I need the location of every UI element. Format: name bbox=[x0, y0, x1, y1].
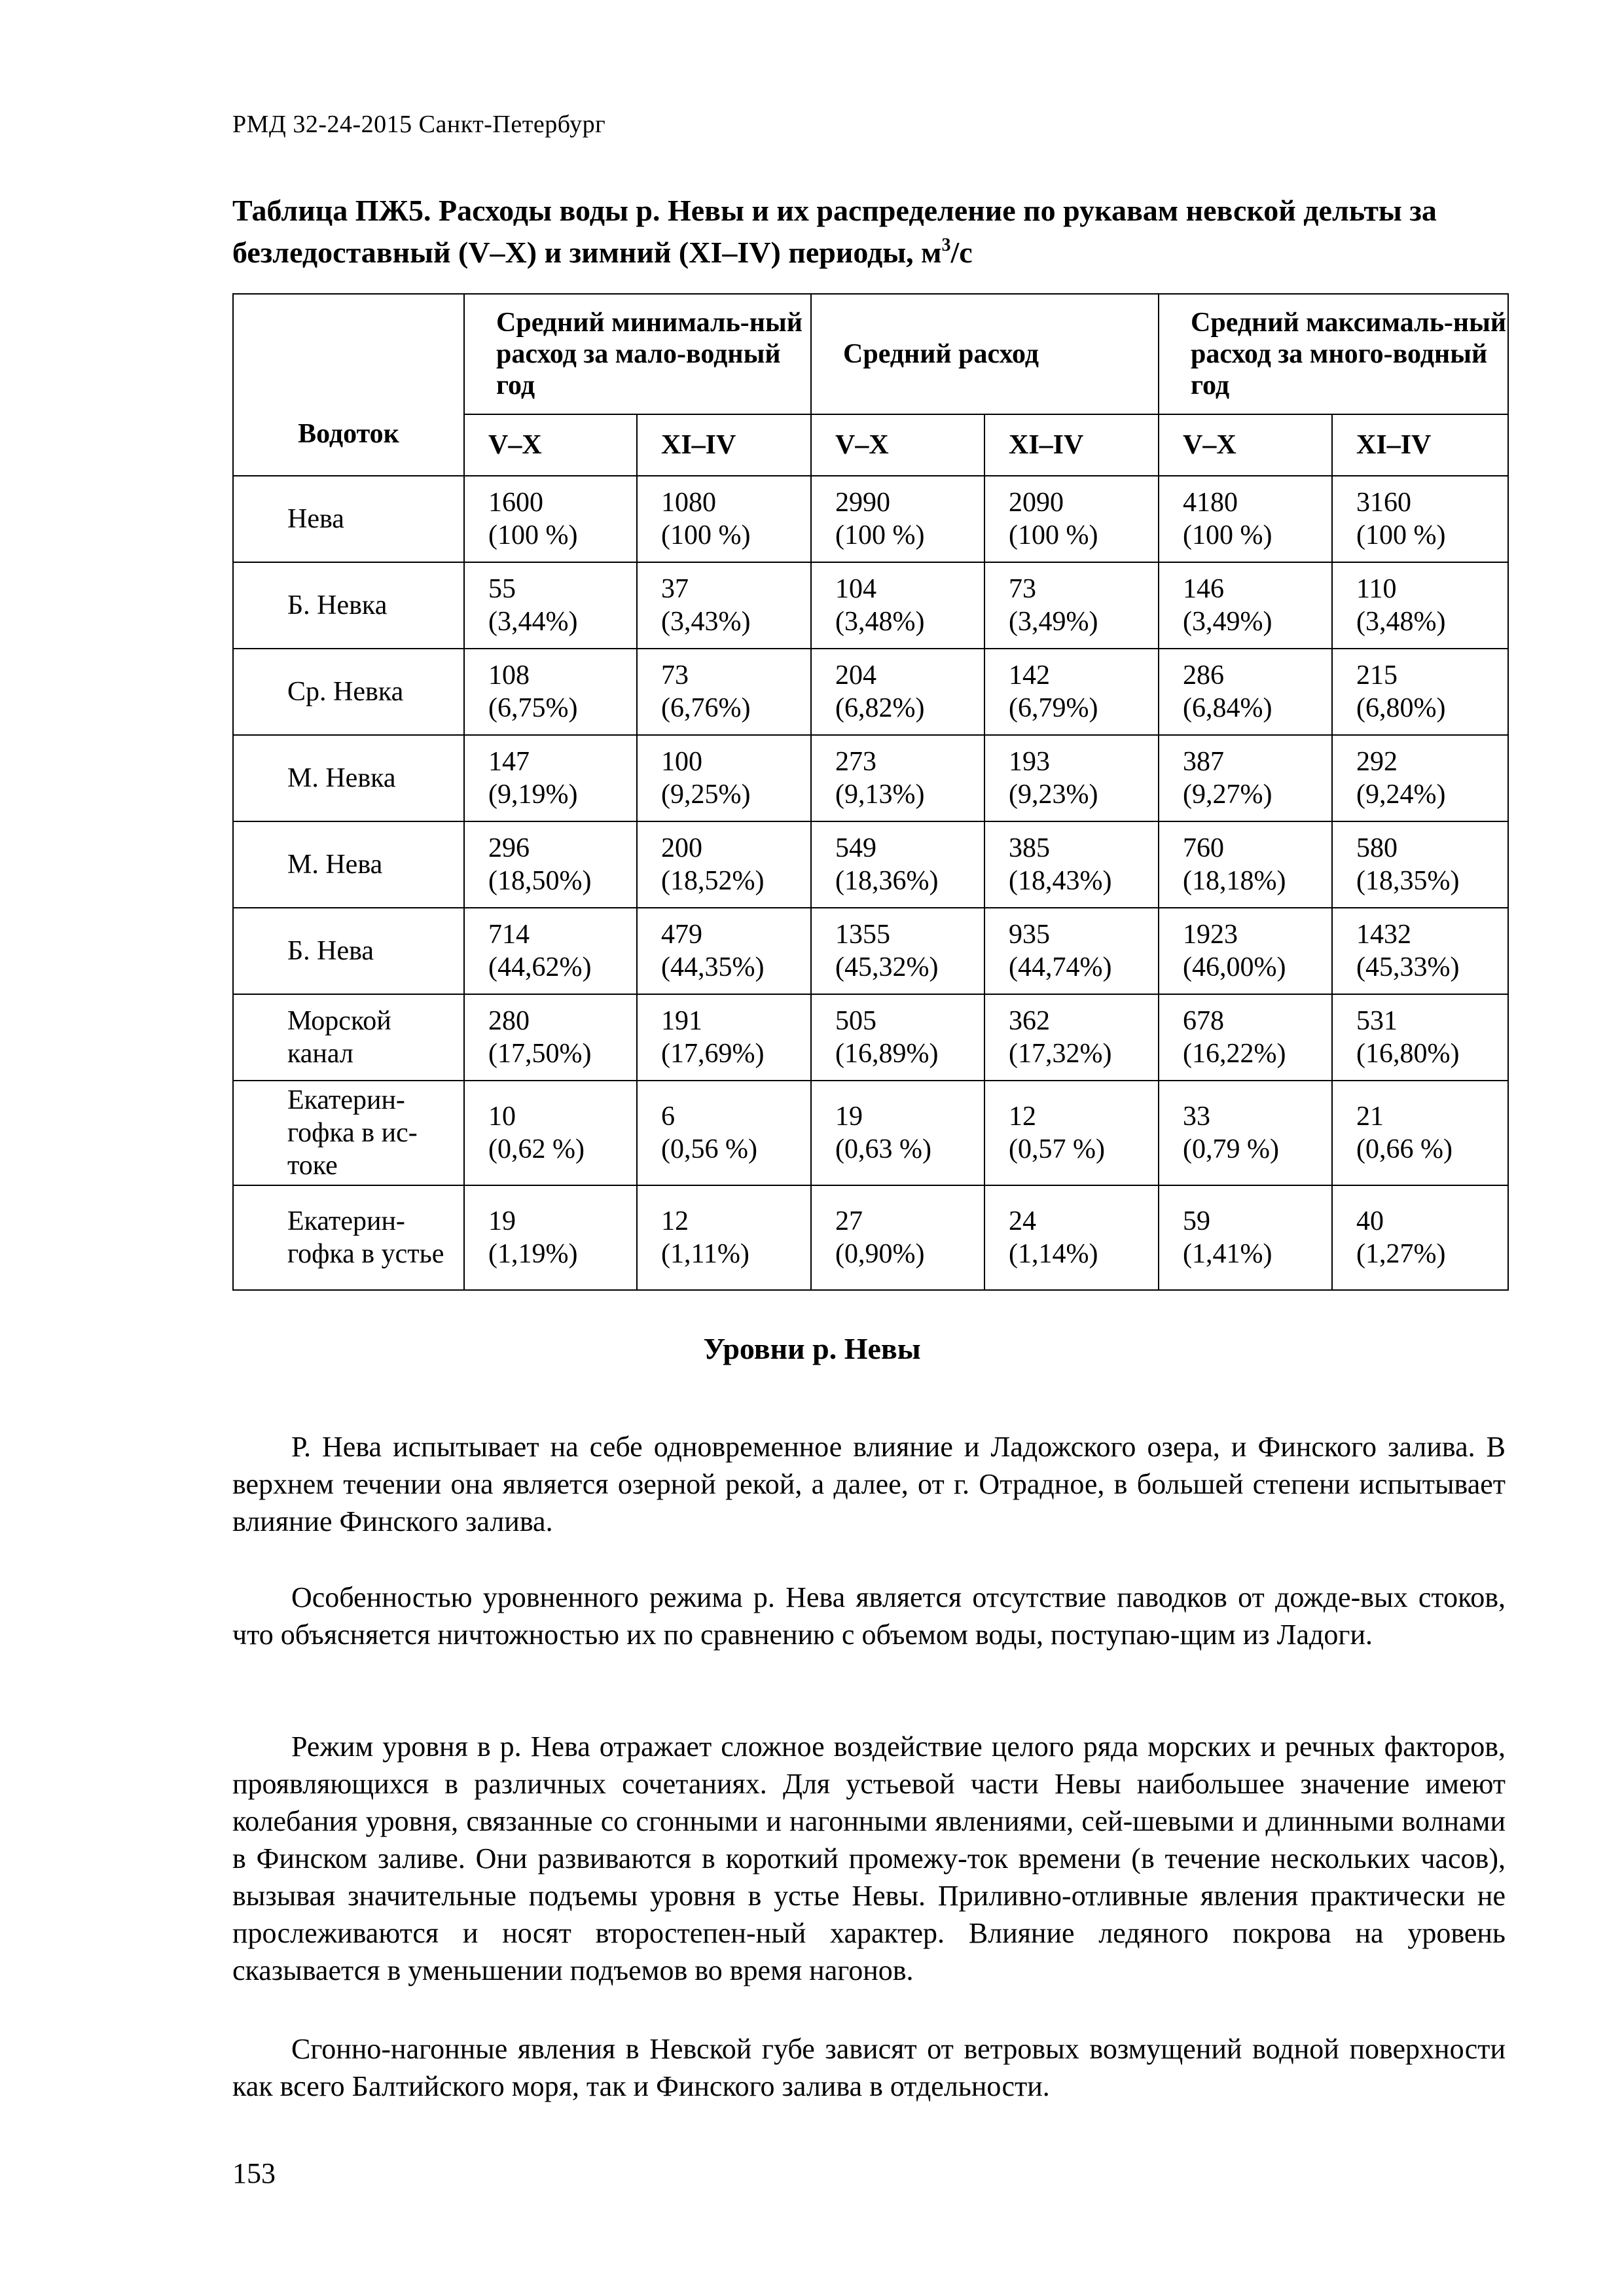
table-row bbox=[233, 908, 1508, 994]
flow-value: 142 bbox=[1009, 660, 1050, 691]
flow-cell bbox=[811, 1185, 984, 1290]
flow-value: 387 bbox=[1183, 747, 1225, 777]
flow-cell bbox=[1332, 1185, 1508, 1290]
flow-percent: (6,79%) bbox=[1009, 693, 1098, 723]
flow-percent: (100 %) bbox=[488, 520, 578, 550]
flow-value: 55 bbox=[488, 574, 516, 604]
flow-cell bbox=[464, 562, 637, 649]
flow-cell bbox=[637, 562, 811, 649]
flow-cell bbox=[1332, 476, 1508, 562]
flow-cell bbox=[464, 1185, 637, 1290]
table-row bbox=[233, 476, 1508, 562]
flow-percent: (18,52%) bbox=[661, 866, 765, 896]
flow-value: 12 bbox=[1009, 1102, 1036, 1132]
flow-percent: (0,90%) bbox=[835, 1239, 925, 1269]
flow-percent: (9,25%) bbox=[661, 780, 751, 810]
flow-percent: (6,80%) bbox=[1356, 693, 1446, 723]
watercourse-name: Екатерин-гофка в устье bbox=[233, 1185, 464, 1290]
flow-cell bbox=[1332, 821, 1508, 908]
flow-value: 40 bbox=[1356, 1206, 1384, 1236]
table-row bbox=[233, 735, 1508, 821]
flow-percent: (3,48%) bbox=[835, 607, 925, 637]
flow-cell bbox=[984, 1081, 1159, 1185]
watercourse-name: Ср. Невка bbox=[233, 649, 464, 735]
flow-cell bbox=[811, 1081, 984, 1185]
flow-percent: (44,35%) bbox=[661, 952, 765, 982]
flow-percent: (0,63 %) bbox=[835, 1134, 931, 1164]
header-period: V–X bbox=[464, 414, 637, 476]
flow-cell bbox=[1159, 562, 1332, 649]
flow-value: 273 bbox=[835, 747, 876, 777]
table-row bbox=[233, 994, 1508, 1081]
header-period: XI–IV bbox=[1332, 414, 1508, 476]
watercourse-name: М. Невка bbox=[233, 735, 464, 821]
flow-value: 6 bbox=[661, 1102, 675, 1132]
flow-cell bbox=[984, 735, 1159, 821]
flow-percent: (9,23%) bbox=[1009, 780, 1098, 810]
header-group-min: Средний минималь-ный расход за мало-водный год bbox=[464, 294, 811, 414]
table-body bbox=[233, 476, 1508, 1290]
flow-cell bbox=[464, 908, 637, 994]
flow-percent: (1,19%) bbox=[488, 1239, 578, 1269]
flow-cell bbox=[1332, 562, 1508, 649]
flow-cell bbox=[1159, 908, 1332, 994]
body-paragraph: Режим уровня в р. Нева отражает сложное воздействие целого ряда морских и речных факторов, проявляющихся в различных сочетаниях. Для устьевой части Невы наибольшее значение имеют колебания уровня, связанные со сгонными и нагонными явлениями, сей-шевыми и длинными волнами в Финском заливе. Они развиваются в короткий промежу-ток времени (в течение нескольких часов), вызывая значительные подъемы уровня в устье Невы. Приливно-отливные явления практически не прослеживаются и носят второстепен-ный характер. Влияние ледяного покрова на уровень сказывается в уменьшении подъемов во время нагонов. bbox=[232, 1731, 1506, 1986]
flow-percent: (0,57 %) bbox=[1009, 1134, 1105, 1164]
flow-value: 59 bbox=[1183, 1206, 1211, 1236]
page-number: 153 bbox=[232, 2157, 276, 2189]
flow-value: 215 bbox=[1356, 660, 1398, 691]
flow-value: 110 bbox=[1356, 574, 1397, 604]
watercourse-name: М. Нева bbox=[233, 821, 464, 908]
flow-value: 2090 bbox=[1009, 488, 1064, 518]
flow-cell bbox=[637, 1081, 811, 1185]
flow-value: 1600 bbox=[488, 488, 543, 518]
flow-cell bbox=[984, 1185, 1159, 1290]
flow-cell bbox=[637, 1185, 811, 1290]
flow-value: 191 bbox=[661, 1006, 702, 1036]
flow-percent: (3,44%) bbox=[488, 607, 578, 637]
flow-cell bbox=[464, 476, 637, 562]
flow-value: 296 bbox=[488, 833, 530, 863]
flow-cell bbox=[637, 908, 811, 994]
watercourse-name: Б. Нева bbox=[233, 908, 464, 994]
flow-value: 73 bbox=[661, 660, 689, 691]
flow-value: 3160 bbox=[1356, 488, 1412, 518]
flow-value: 678 bbox=[1183, 1006, 1225, 1036]
flow-percent: (3,49%) bbox=[1009, 607, 1098, 637]
watercourse-name: Екатерин-гофка в ис-токе bbox=[233, 1081, 464, 1185]
flow-value: 10 bbox=[488, 1102, 516, 1132]
flow-value: 147 bbox=[488, 747, 530, 777]
flow-percent: (0,66 %) bbox=[1356, 1134, 1453, 1164]
flow-value: 204 bbox=[835, 660, 876, 691]
flow-cell bbox=[984, 649, 1159, 735]
flow-percent: (45,32%) bbox=[835, 952, 939, 982]
flow-percent: (1,11%) bbox=[661, 1239, 749, 1269]
body-paragraph: Р. Нева испытывает на себе одновременное влияние и Ладожского озера, и Финского залива. В верхнем течении она является озерной рекой, а далее, от г. Отрадное, в большей степени испытывает влияние Финского залива. bbox=[232, 1431, 1506, 1537]
flow-cell bbox=[1159, 821, 1332, 908]
flow-percent: (100 %) bbox=[1009, 520, 1098, 550]
flow-cell bbox=[1159, 1185, 1332, 1290]
body-paragraph: Особенностью уровненного режима р. Нева является отсутствие паводков от дожде-вых стоков, что объясняется ничтожностью их по сравнению с объемом воды, поступаю-щим из Ладоги. bbox=[232, 1581, 1506, 1651]
flow-cell bbox=[984, 821, 1159, 908]
flow-value: 193 bbox=[1009, 747, 1050, 777]
table-row bbox=[233, 821, 1508, 908]
flow-cell bbox=[811, 649, 984, 735]
watercourse-name: Нева bbox=[233, 476, 464, 562]
flow-percent: (9,19%) bbox=[488, 780, 578, 810]
flow-percent: (9,24%) bbox=[1356, 780, 1446, 810]
flow-value: 200 bbox=[661, 833, 702, 863]
flow-percent: (18,50%) bbox=[488, 866, 592, 896]
flow-value: 19 bbox=[488, 1206, 516, 1236]
caption-tail: /с bbox=[950, 236, 973, 269]
flow-percent: (9,27%) bbox=[1183, 780, 1272, 810]
flow-percent: (6,75%) bbox=[488, 693, 578, 723]
watercourse-name: Морской канал bbox=[233, 994, 464, 1081]
flow-value: 760 bbox=[1183, 833, 1225, 863]
flow-cell bbox=[1332, 908, 1508, 994]
flow-cell bbox=[1159, 994, 1332, 1081]
flow-cell bbox=[984, 908, 1159, 994]
flow-value: 549 bbox=[835, 833, 876, 863]
flow-percent: (16,80%) bbox=[1356, 1039, 1460, 1069]
flow-percent: (45,33%) bbox=[1356, 952, 1460, 982]
table-row bbox=[233, 562, 1508, 649]
flow-value: 108 bbox=[488, 660, 530, 691]
header-period: XI–IV bbox=[637, 414, 811, 476]
flow-percent: (6,84%) bbox=[1183, 693, 1272, 723]
flow-value: 37 bbox=[661, 574, 689, 604]
flow-percent: (1,41%) bbox=[1183, 1239, 1272, 1269]
flow-value: 531 bbox=[1356, 1006, 1398, 1036]
flow-value: 4180 bbox=[1183, 488, 1238, 518]
flow-percent: (9,13%) bbox=[835, 780, 925, 810]
flow-value: 12 bbox=[661, 1206, 689, 1236]
flow-cell bbox=[1159, 735, 1332, 821]
flow-cell bbox=[1159, 476, 1332, 562]
flow-value: 146 bbox=[1183, 574, 1225, 604]
flow-cell bbox=[984, 476, 1159, 562]
table-row bbox=[233, 1185, 1508, 1290]
flow-value: 104 bbox=[835, 574, 876, 604]
flow-value: 24 bbox=[1009, 1206, 1036, 1236]
flow-percent: (6,76%) bbox=[661, 693, 751, 723]
flow-value: 479 bbox=[661, 920, 702, 950]
flow-cell bbox=[637, 994, 811, 1081]
flow-cell bbox=[1332, 649, 1508, 735]
flow-percent: (0,62 %) bbox=[488, 1134, 585, 1164]
flow-cell bbox=[811, 476, 984, 562]
flow-percent: (17,50%) bbox=[488, 1039, 592, 1069]
section-title: Уровни р. Невы bbox=[703, 1332, 921, 1365]
flow-cell bbox=[464, 1081, 637, 1185]
flow-value: 385 bbox=[1009, 833, 1050, 863]
flow-cell bbox=[984, 562, 1159, 649]
flow-percent: (18,43%) bbox=[1009, 866, 1112, 896]
flow-percent: (100 %) bbox=[1183, 520, 1272, 550]
flow-cell bbox=[1332, 1081, 1508, 1185]
flow-value: 580 bbox=[1356, 833, 1398, 863]
flow-value: 33 bbox=[1183, 1102, 1211, 1132]
flow-percent: (17,32%) bbox=[1009, 1039, 1112, 1069]
water-flow-table bbox=[232, 293, 1509, 1291]
flow-percent: (18,36%) bbox=[835, 866, 939, 896]
header-period: V–X bbox=[811, 414, 984, 476]
caption-main: Таблица ПЖ5. Расходы воды р. Невы и их распределение по рукавам невской дельты за безледоставный (V–X) и зимний (XI–IV) периоды, м bbox=[232, 194, 1437, 269]
flow-value: 935 bbox=[1009, 920, 1050, 950]
flow-cell bbox=[811, 821, 984, 908]
flow-percent: (0,56 %) bbox=[661, 1134, 757, 1164]
flow-value: 714 bbox=[488, 920, 530, 950]
document-header: РМД 32-24-2015 Санкт-Петербург bbox=[232, 111, 606, 138]
header-period: V–X bbox=[1159, 414, 1332, 476]
header-group-max: Средний максималь-ный расход за много-водный год bbox=[1159, 294, 1508, 414]
flow-percent: (100 %) bbox=[1356, 520, 1446, 550]
flow-percent: (46,00%) bbox=[1183, 952, 1286, 982]
flow-percent: (16,22%) bbox=[1183, 1039, 1286, 1069]
flow-value: 505 bbox=[835, 1006, 876, 1036]
flow-value: 27 bbox=[835, 1206, 863, 1236]
flow-cell bbox=[464, 735, 637, 821]
flow-cell bbox=[811, 994, 984, 1081]
header-group-mean: Средний расход bbox=[811, 294, 1159, 414]
flow-percent: (6,82%) bbox=[835, 693, 925, 723]
flow-cell bbox=[464, 821, 637, 908]
flow-cell bbox=[811, 735, 984, 821]
table-caption bbox=[232, 190, 1515, 274]
flow-cell bbox=[637, 476, 811, 562]
flow-value: 21 bbox=[1356, 1102, 1384, 1132]
flow-value: 1355 bbox=[835, 920, 890, 950]
header-period: XI–IV bbox=[984, 414, 1159, 476]
flow-cell bbox=[811, 562, 984, 649]
flow-percent: (100 %) bbox=[661, 520, 751, 550]
flow-value: 19 bbox=[835, 1102, 863, 1132]
flow-percent: (44,74%) bbox=[1009, 952, 1112, 982]
flow-value: 100 bbox=[661, 747, 702, 777]
flow-percent: (100 %) bbox=[835, 520, 925, 550]
watercourse-name: Б. Невка bbox=[233, 562, 464, 649]
flow-percent: (18,35%) bbox=[1356, 866, 1460, 896]
flow-value: 1923 bbox=[1183, 920, 1238, 950]
flow-value: 362 bbox=[1009, 1006, 1050, 1036]
flow-percent: (0,79 %) bbox=[1183, 1134, 1279, 1164]
flow-cell bbox=[1159, 649, 1332, 735]
flow-percent: (1,27%) bbox=[1356, 1239, 1446, 1269]
header-watercourse: Водоток bbox=[233, 294, 464, 476]
flow-cell bbox=[1159, 1081, 1332, 1185]
table-row bbox=[233, 649, 1508, 735]
flow-percent: (1,14%) bbox=[1009, 1239, 1098, 1269]
flow-cell bbox=[811, 908, 984, 994]
flow-value: 280 bbox=[488, 1006, 530, 1036]
flow-cell bbox=[464, 649, 637, 735]
caption-superscript: 3 bbox=[941, 235, 951, 255]
flow-cell bbox=[637, 821, 811, 908]
flow-percent: (3,49%) bbox=[1183, 607, 1272, 637]
flow-percent: (16,89%) bbox=[835, 1039, 939, 1069]
flow-percent: (18,18%) bbox=[1183, 866, 1286, 896]
flow-value: 292 bbox=[1356, 747, 1398, 777]
flow-cell bbox=[637, 735, 811, 821]
flow-value: 1080 bbox=[661, 488, 716, 518]
flow-percent: (3,48%) bbox=[1356, 607, 1446, 637]
flow-cell bbox=[984, 994, 1159, 1081]
flow-value: 1432 bbox=[1356, 920, 1412, 950]
flow-cell bbox=[1332, 994, 1508, 1081]
flow-percent: (3,43%) bbox=[661, 607, 751, 637]
flow-cell bbox=[464, 994, 637, 1081]
flow-percent: (44,62%) bbox=[488, 952, 592, 982]
table-row bbox=[233, 1081, 1508, 1185]
body-paragraph: Сгонно-нагонные явления в Невской губе зависят от ветровых возмущений водной поверхности как всего Балтийского моря, так и Финского залива в отдельности. bbox=[232, 2033, 1506, 2102]
flow-cell bbox=[637, 649, 811, 735]
flow-value: 73 bbox=[1009, 574, 1036, 604]
flow-cell bbox=[1332, 735, 1508, 821]
flow-percent: (17,69%) bbox=[661, 1039, 765, 1069]
flow-value: 2990 bbox=[835, 488, 890, 518]
flow-value: 286 bbox=[1183, 660, 1225, 691]
